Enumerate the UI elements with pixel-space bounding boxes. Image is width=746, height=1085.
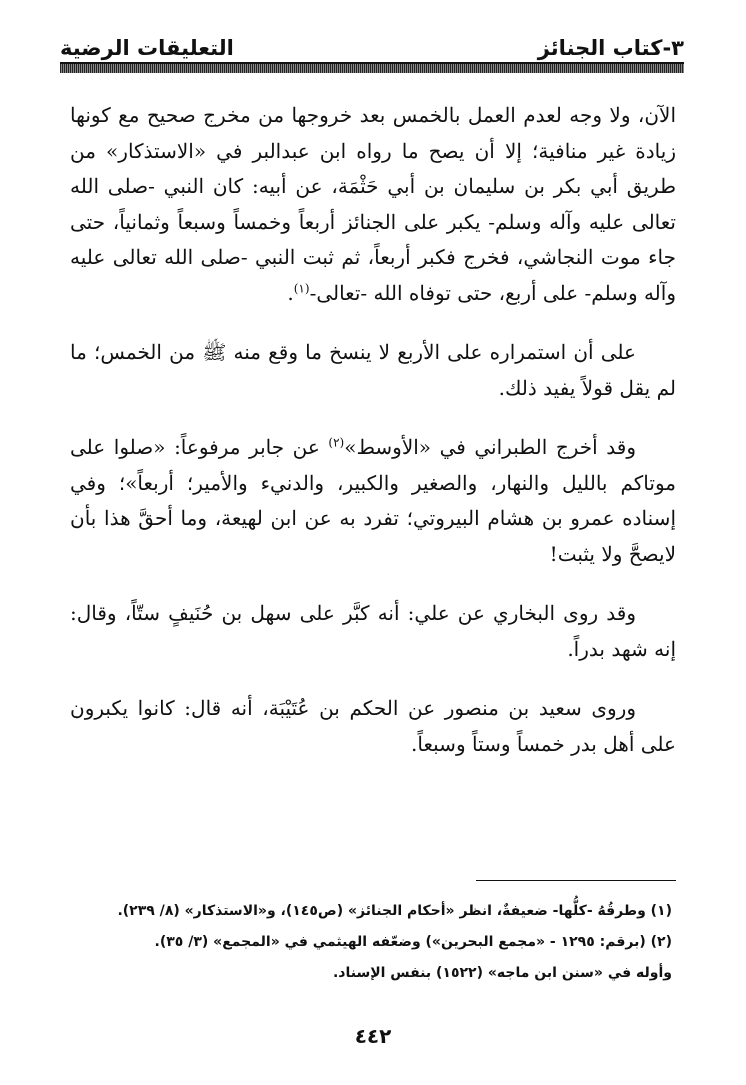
footnote-2-continued: وأوله في «سنن ابن ماجه» (١٥٢٢) بنفس الإسناد. [332,965,672,981]
paragraph-3: وقد أخرج الطبراني في «الأوسط»$^{(٢)}$ عن جابر مرفوعاً: «صلوا على موتاكم بالليل والنهار، والصغير والكبير، والدنيء والأمير؛ أربعاً»؛ وفي إسناده عمرو بن هشام البيروتي؛ تفرد به عن ابن لهيعة، وما أحقَّ هذا بأن لايصحَّ ولا يثبت! [70,435,676,566]
paragraph-2: على أن استمراره على الأربع لا ينسخ ما وقع منه ﷺ من الخمس؛ ما لم يقل قولاً يفيد ذلك. [70,340,676,400]
footnote-1: (١) وطرقُهُ -كلُّها- ضعيفةٌ، انظر «أحكام الجنائز» (ص١٤٥)، و«الاستذكار» (٨/ ٢٣٩). [117,903,672,919]
footnote-2: (٢) (برقم: ١٢٩٥ - «مجمع البحرين») وضعّفه الهيثمي في «المجمع» (٣/ ٣٥). [154,934,672,950]
footnote-ref-2: (٢) [328,435,345,450]
page-number: ٤٤٢ [354,1024,392,1048]
footnote-divider [476,880,676,881]
paragraph-1: الآن، ولا وجه لعدم العمل بالخمس بعد خروجها من مخرج صحيح مع كونها زيادة غير منافية؛ إلا أن يصح ما رواه ابن عبدالبر في «الاستذكار» من طريق أبي بكر بن سليمان بن أبي حَثْمَة، عن أبيه: كان النبي -صلى الله تعالى عليه وآله وسلم- يكبر على الجنائز أربعاً وخمساً وسبعاً وثمانياً، حتى جاء موت النجاشي، فخرج فكبر أربعاً، ثم ثبت النبي -صلى الله تعالى عليه وآله وسلم- على أربع، حتى توفاه الله -تعالى-$^{(١)}$. [70,103,676,305]
running-header [60,30,684,60]
main-text [70,98,676,786]
paragraph-5: وروى سعيد بن منصور عن الحكم بن عُتَيْبَة، أنه قال: كانوا يكبرون على أهل بدر خمساً وستاً وسبعاً. [70,696,676,756]
book-title: التعليقات الرضية [60,36,234,60]
paragraph-4: وقد روى البخاري عن علي: أنه كبَّر على سهل بن حُنَيفٍ ستّاً، وقال: إنه شهد بدراً. [70,601,676,661]
header-divider [60,62,684,73]
chapter-title: ٣-كتاب الجنائز [537,36,684,60]
footnotes [70,896,676,989]
footnote-ref-1: (١) [293,280,310,295]
